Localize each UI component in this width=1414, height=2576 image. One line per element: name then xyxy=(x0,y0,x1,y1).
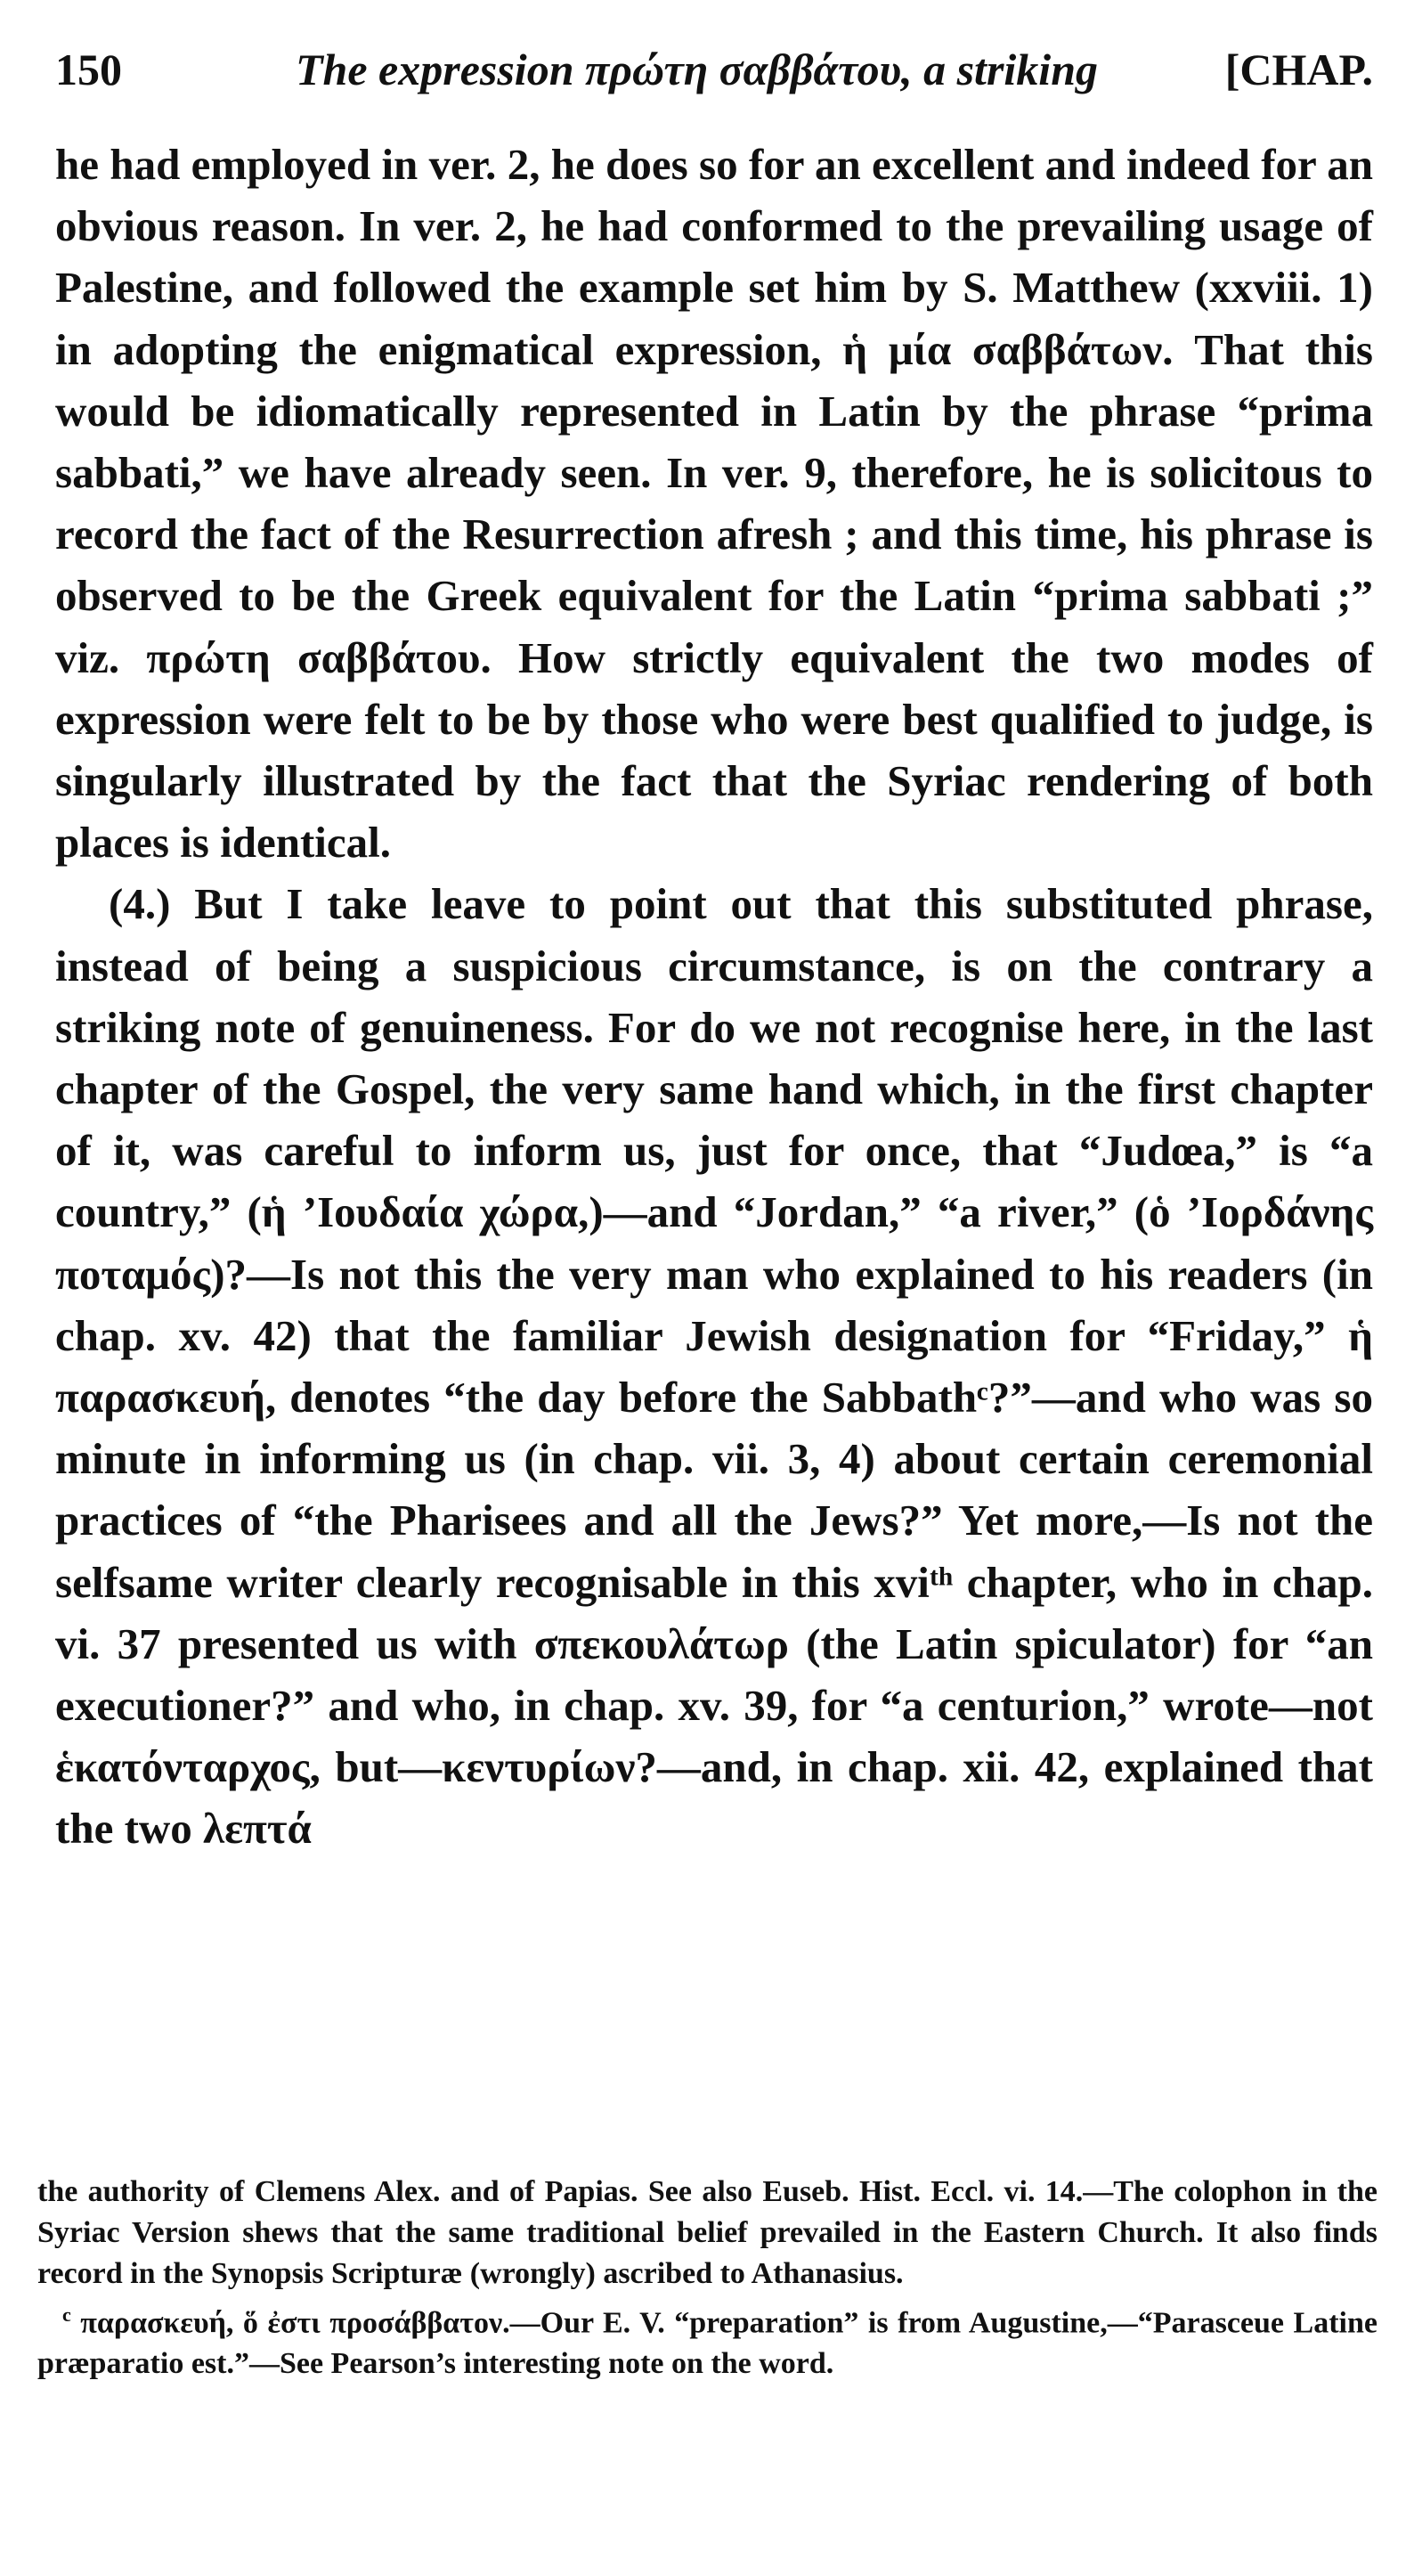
chapter-marker: [CHAP. xyxy=(1224,45,1373,94)
main-text xyxy=(55,134,1373,1860)
running-title: The expression πρώτη σαββάτου, a striking xyxy=(296,45,1099,94)
footnote-c-marker: c xyxy=(62,2303,71,2326)
body-paragraph-1: he had employed in ver. 2, he does so for an excellent and indeed for an obvious reason. In ver. 2, he had conformed to the prevailing usage of Palestine, and followed the example set him by S. Matthew (xxviii. 1) in adopting the enigmatical expression, ἡ μία σαββάτων. That this would be idiomatically represented in Latin by the phrase “prima sabbati,” we have already seen. In ver. 9, therefore, he is solicitous to record the fact of the Resurrection afresh ; and this time, his phrase is observed to be the Greek equivalent for the Latin “prima sabbati ;” viz. πρώτη σαββάτου. How strictly equivalent the two modes of expression were felt to be by those who were best qualified to judge, is singularly illustrated by the fact that the Syriac rendering of both places is identical. xyxy=(55,140,1373,868)
page-number: 150 xyxy=(55,45,122,94)
body-paragraph-2: (4.) But I take leave to point out that this substituted phrase, instead of being a suspicious circumstance, is on the contrary a striking note of genuineness. For do we not recognise here, in the last chapter of the Gospel, the very same hand which, in the first chapter of it, was careful to inform us, just for once, that “Judœa,” is “a country,” (ἡ ’Ιουδαία χώρα,)—and “Jordan,” “a river,” (ὁ ’Ιορδάνης ποταμός)?—Is not this the very man who explained to his readers (in chap. xv. 42) that the familiar Jewish designation for “Friday,” ἡ παρασκευή, denotes “the day before the Sabbathᶜ?”—and who was so minute in informing us (in chap. vii. 3, 4) about certain ceremonial practices of “the Pharisees and all the Jews?” Yet more,—Is not the selfsame writer clearly recognisable in this xviᵗʰ chapter, who in chap. vi. 37 presented us with σπεκουλάτωρ (the Latin spiculator) for “an executioner?” and who, in chap. xv. 39, for “a centurion,” wrote—not ἑκατόνταρχος, but—κεντυρίων?—and, in chap. xii. 42, explained that the two λεπτά xyxy=(55,879,1373,1854)
footnote-c xyxy=(37,2295,1377,2384)
running-header xyxy=(55,34,1373,105)
footnotes xyxy=(37,2172,1377,2384)
footnote-c-text: παρασκευή, ὅ ἐστι προσάββατον.—Our E. V. “preparation” is from Augustine,—“Parasceue Latine præparatio est.”—See Pearson’s interesting note on the word. xyxy=(37,2306,1377,2381)
footnote-continuation: the authority of Clemens Alex. and of Papias. See also Euseb. Hist. Eccl. vi. 14.—The colophon in the Syriac Version shews that the same traditional belief prevailed in the Eastern Church. It also finds record in the Synopsis Scripturæ (wrongly) ascribed to Athanasius. xyxy=(37,2175,1377,2290)
